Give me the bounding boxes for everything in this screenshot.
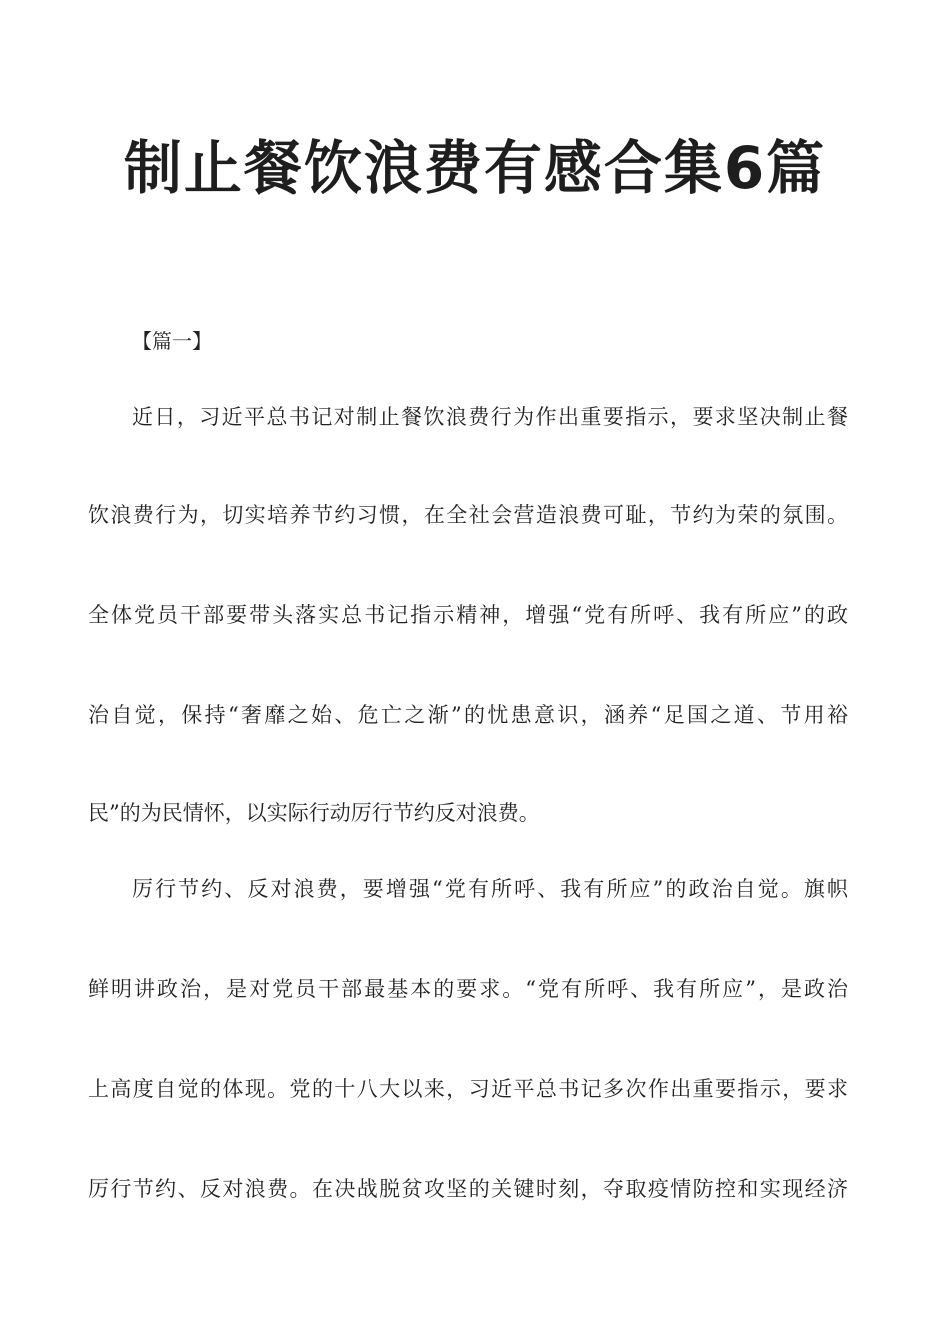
- paragraph-line: 治自觉，保持“奢靡之始、危亡之渐”的忧患意识，涵养“足国之道、节用裕: [88, 703, 848, 727]
- document-title: 制止餐饮浪费有感合集6篇: [123, 134, 827, 202]
- paragraph-line: 全体党员干部要带头落实总书记指示精神，增强“党有所呼、我有所应”的政: [88, 603, 848, 627]
- paragraph-line: 鲜明讲政治，是对党员干部最基本的要求。“党有所呼、我有所应”，是政治: [88, 977, 848, 1001]
- paragraph-line: 厉行节约、反对浪费，要增强“党有所呼、我有所应”的政治自觉。旗帜: [132, 877, 848, 901]
- paragraph-line: 近日，习近平总书记对制止餐饮浪费行为作出重要指示，要求坚决制止餐: [132, 405, 848, 429]
- paragraph-line: 民”的为民情怀，以实际行动厉行节约反对浪费。: [88, 801, 540, 825]
- paragraph-line: 饮浪费行为，切实培养节约习惯，在全社会营造浪费可耻，节约为荣的氛围。: [88, 503, 848, 527]
- paragraph-line: 上高度自觉的体现。党的十八大以来，习近平总书记多次作出重要指示，要求: [88, 1077, 848, 1101]
- section-heading: 【篇一】: [132, 329, 212, 353]
- paragraph-line: 厉行节约、反对浪费。在决战脱贫攻坚的关键时刻，夺取疫情防控和实现经济: [88, 1177, 848, 1201]
